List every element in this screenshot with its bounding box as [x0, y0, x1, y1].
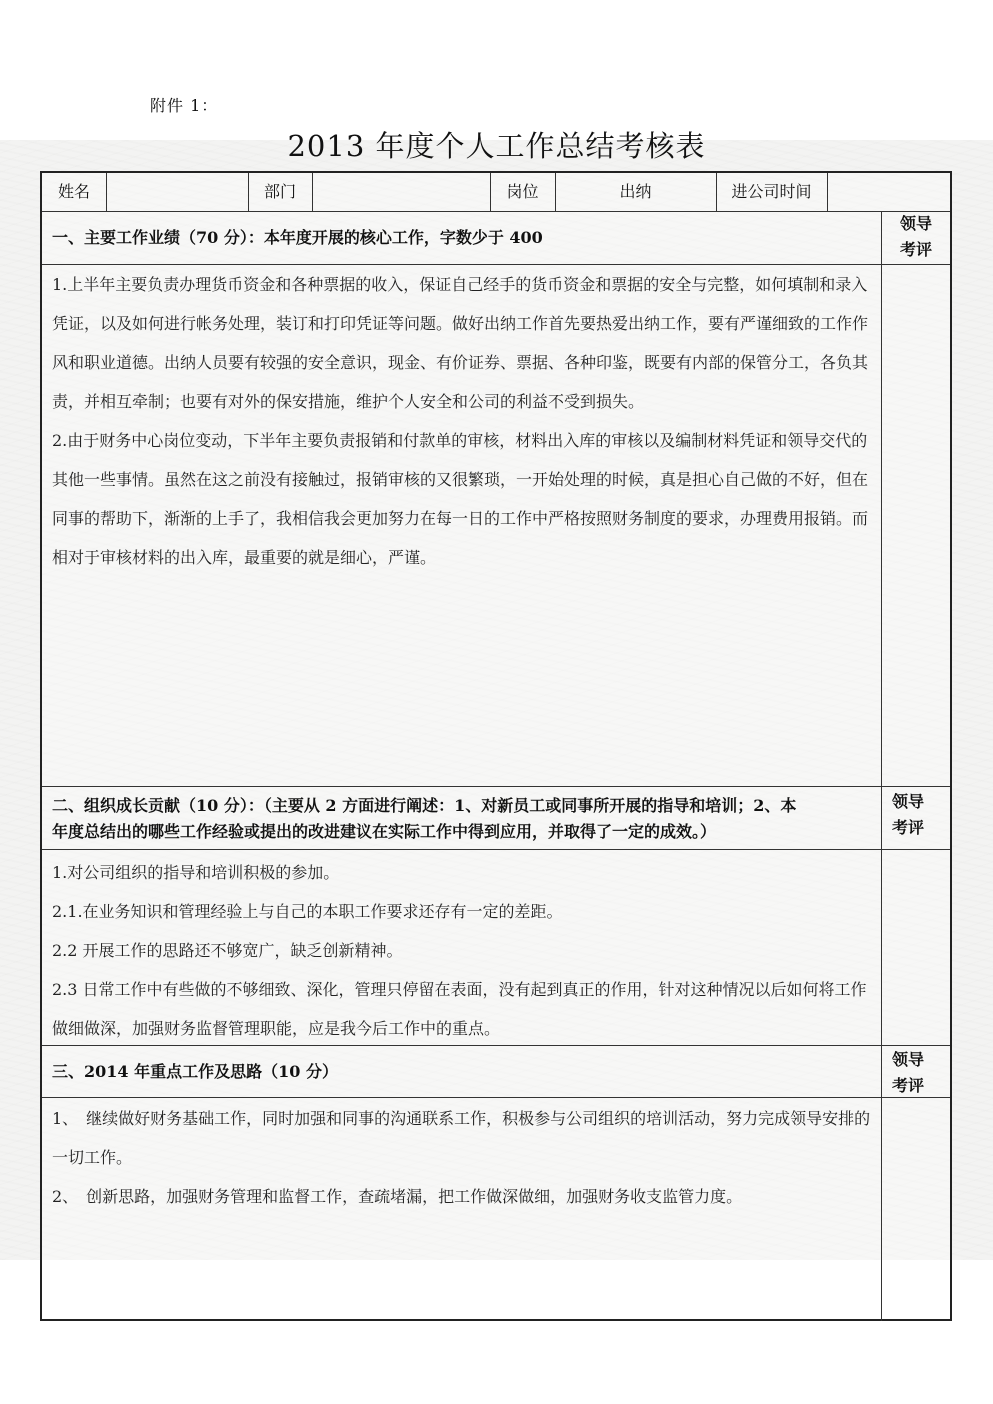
section-1-heading: 一、主要工作业绩（70 分）：本年度开展的核心工作，字数少于 400: [52, 228, 543, 247]
paragraph: 1、 继续做好财务基础工作，同时加强和同事的沟通联系工作，积极参与公司组织的培训活动，努力完成领导安排的一切工作。: [52, 1109, 871, 1167]
leader-label-line: 考评: [891, 818, 924, 837]
page-title: 2013 年度个人工作总结考核表: [287, 129, 706, 163]
section-3-content[interactable]: [52, 1099, 877, 1216]
header-row-divider: [42, 211, 950, 212]
section-3-head-divider: [42, 1097, 950, 1098]
paragraph: 1.对公司组织的指导和培训积极的参加。: [52, 863, 340, 882]
leader-label-line: 领导: [899, 214, 932, 233]
paragraph: 2.1.在业务知识和管理经验上与自己的本职工作要求还存有一定的差距。: [52, 902, 563, 921]
divider: [827, 173, 828, 211]
evaluation-form: [40, 171, 952, 1321]
divider: [312, 173, 313, 211]
section-1-content[interactable]: [52, 265, 877, 577]
divider: [106, 173, 107, 211]
section-2-content[interactable]: [52, 853, 877, 1048]
paragraph: 2.由于财务中心岗位变动，下半年主要负责报销和付款单的审核，材料出入库的审核以及编制材料凭证和领导交代的其他一些事情。虽然在这之前没有接触过，报销审核的又很繁琐，一开始处理的时候，真是担心自己做的不好，但在同事的帮助下，渐渐的上手了，我相信我会更加努力在每一日的工作中严格按照财务制度的要求，办理费用报销。而相对于审核材料的出入库，最重要的就是细心，严谨。: [52, 431, 869, 567]
section-2-head-divider: [42, 849, 950, 850]
paragraph: 1.上半年主要负责办理货币资金和各种票据的收入，保证自己经手的货币资金和票据的安全与完整，如何填制和录入凭证，以及如何进行帐务处理，装订和打印凭证等问题。做好出纳工作首先要热爱出纳工作，要有严谨细致的工作作风和职业道德。出纳人员要有较强的安全意识，现金、有价证券、票据、各种印鉴，既要有内部的保管分工，各负其责，并相互牵制；也要有对外的保安措施，维护个人安全和公司的利益不受到损失。: [52, 275, 869, 411]
leader-label-line: 领导: [891, 792, 924, 811]
section-3-leader-label: [882, 1047, 934, 1099]
paragraph: 2.2 开展工作的思路还不够宽广，缺乏创新精神。: [52, 941, 403, 960]
join-date-label: 进公司时间: [731, 182, 812, 201]
heading-line: 年度总结出的哪些工作经验或提出的改进建议在实际工作中得到应用，并取得了一定的成效。）: [52, 822, 717, 841]
heading-line: 二、组织成长贡献（10 分）：（主要从 2 方面进行阐述：1、对新员工或同事所开展的指导和培训；2、本: [52, 796, 797, 815]
leader-label-line: 考评: [899, 240, 932, 259]
section-divider: [42, 786, 950, 787]
leader-label-line: 领导: [891, 1050, 924, 1069]
leader-column-divider: [881, 211, 882, 1321]
section-2-heading: [52, 793, 877, 845]
leader-label-line: 考评: [891, 1076, 924, 1095]
attachment-label: 附件 1：: [150, 96, 219, 115]
name-label: 姓名: [57, 182, 90, 201]
section-1-leader-label: [890, 211, 942, 263]
section-divider: [42, 1045, 950, 1046]
department-label: 部门: [263, 182, 296, 201]
paragraph: 2.3 日常工作中有些做的不够细致、深化，管理只停留在表面，没有起到真正的作用，针对这种情况以后如何将工作做细做深，加强财务监督管理职能，应是我今后工作中的重点。: [52, 980, 867, 1038]
section-2-leader-label: [882, 789, 934, 841]
section-3-heading: 三、2014 年重点工作及思路（10 分）: [52, 1062, 338, 1081]
paragraph: 2、 创新思路，加强财务管理和监督工作，查疏堵漏，把工作做深做细，加强财务收支监管力度。: [52, 1187, 743, 1206]
position-label: 岗位: [506, 182, 539, 201]
position-field[interactable]: 出纳: [619, 182, 652, 201]
